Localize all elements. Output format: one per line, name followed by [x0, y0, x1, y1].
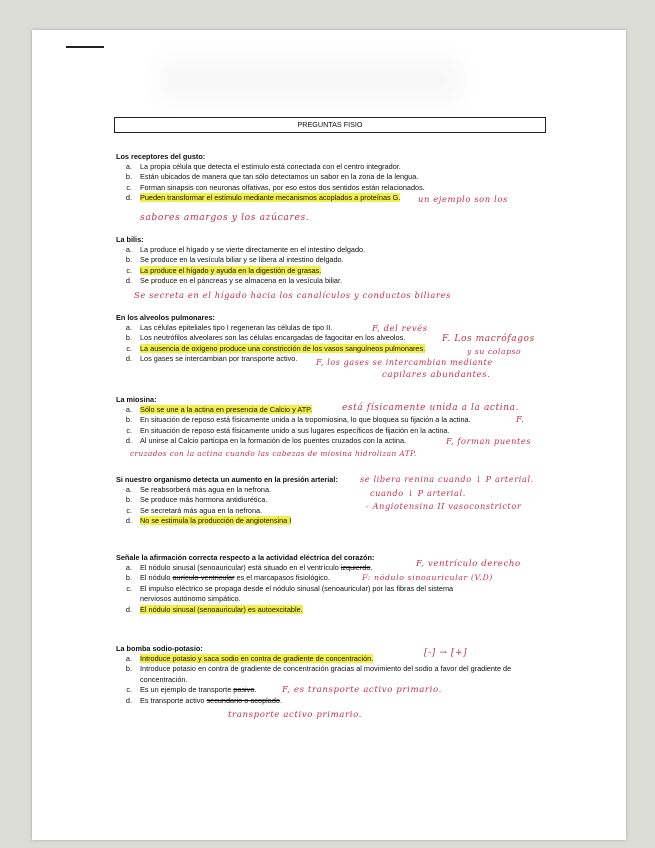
option-letter: c.	[126, 182, 132, 192]
option-c	[116, 266, 586, 276]
option-b	[116, 255, 586, 265]
option-b	[116, 172, 586, 182]
handwritten-note: transporte activo primario.	[228, 710, 363, 720]
option-text-highlighted: Introduce potasio y saca sodio en contra de gradiente de concentración.	[140, 654, 374, 663]
handwritten-note: cuando ↓ P arterial.	[370, 488, 466, 498]
option-text: El nódulo	[140, 573, 173, 583]
option-letter: c.	[126, 265, 132, 275]
option-text: Los gases se intercambian por transporte activo.	[140, 354, 298, 364]
option-text: Se secretará más agua en la nefrona.	[140, 505, 263, 515]
option-d	[116, 605, 586, 615]
option-letter: b.	[125, 495, 132, 505]
option-text: Forman sinapsis con neuronas olfativas, por eso estos dos sentidos están relacionados.	[140, 182, 425, 192]
option-letter: c.	[126, 343, 132, 353]
page-title: PREGUNTAS FISIO	[297, 120, 363, 129]
option-letter: c.	[126, 583, 132, 593]
option-letter: a.	[125, 405, 132, 414]
option-letter: d.	[125, 516, 132, 526]
question-heading: Los receptores del gusto:	[116, 152, 206, 161]
struck-text: secundario o acoplado	[206, 695, 280, 705]
option-text: Es un ejemplo de transporte	[140, 685, 234, 695]
option-letter: b.	[125, 172, 132, 182]
option-letter: a.	[125, 245, 132, 254]
option-letter: a.	[125, 162, 132, 171]
handwritten-note: F: nódulo sinoauricular (V.D)	[362, 573, 493, 582]
question-heading: La bilis:	[116, 235, 144, 244]
option-letter: d.	[125, 436, 132, 446]
question-bile	[116, 234, 586, 287]
option-text: El nódulo sinusal (senoauricular) está situado en el ventrículo	[140, 563, 341, 572]
handwritten-note: F.	[516, 414, 525, 424]
margin-dash	[66, 46, 104, 48]
option-text: En situación de reposo está físicamente unido a sus lugares específicos de fijación en la actina.	[140, 425, 450, 435]
option-a	[116, 485, 586, 495]
option-text-highlighted: La ausencia de oxígeno produce una constricción de los vasos sanguíneos pulmonares.	[140, 343, 426, 353]
struck-text: izquierdo	[340, 563, 371, 572]
option-letter: b.	[125, 664, 132, 674]
option-a	[116, 245, 586, 255]
option-text-highlighted: Sólo se une a la actina en presencia de Calcio y ATP.	[140, 405, 313, 414]
question-heading: Señale la afirmación correcta respecto a la actividad eléctrica del corazón:	[116, 553, 375, 562]
option-d	[116, 276, 586, 286]
handwritten-note: [-] → [+]	[424, 648, 468, 658]
option-text: Se produce en el páncreas y se almacena en la vesícula biliar.	[140, 276, 343, 286]
question-heading: En los alveolos pulmonares:	[116, 313, 215, 322]
option-text: Se produce más hormona antidiurética.	[140, 495, 268, 505]
page-smudge	[160, 60, 460, 100]
option-letter: d.	[125, 695, 132, 705]
option-text-highlighted: Pueden transformar el estímulo mediante mecanismos acoplados a proteínas G.	[140, 193, 401, 203]
option-text: Las células epiteliales tipo I regeneran las células de tipo II.	[140, 323, 333, 332]
handwritten-note: sabores amargos y los azúcares.	[140, 212, 310, 223]
option-a	[116, 162, 586, 172]
option-letter: c.	[126, 505, 132, 515]
handwritten-note: F, del revés	[372, 323, 428, 333]
option-d	[116, 193, 586, 203]
option-letter: c.	[126, 685, 132, 695]
question-heading: La miosina:	[116, 395, 157, 404]
option-text-end: .	[279, 695, 282, 705]
option-text: Se produce en la vesícula biliar y se libera al intestino delgado.	[140, 255, 344, 265]
question-heading: Si nuestro organismo detecta un aumento en la presión arterial:	[116, 475, 338, 484]
option-letter: a.	[125, 563, 132, 572]
option-text-highlighted: No se estimula la producción de angiotensina I	[140, 516, 292, 526]
option-letter: b.	[125, 573, 132, 583]
option-text-highlighted: La produce el hígado y ayuda en la digestión de grasas.	[140, 265, 322, 275]
option-d	[116, 516, 586, 526]
option-text: Los neutrófilos alveolares son las células encargadas de fagocitar en los alveolos.	[140, 333, 406, 343]
option-letter: a.	[125, 485, 132, 494]
option-c	[116, 426, 586, 436]
struck-text: pasivo	[233, 685, 255, 695]
struck-text: aurículo-ventricular	[172, 573, 235, 583]
handwritten-note: F. Los macrófagos	[442, 334, 535, 344]
handwritten-note: cruzados con la actina cuando las cabezas de miosina hidrolizan ATP.	[130, 449, 417, 458]
option-letter: c.	[126, 425, 132, 435]
option-letter: d.	[125, 276, 132, 286]
question-heading: La bomba sodio-potasio:	[116, 644, 203, 653]
option-letter: b.	[125, 415, 132, 425]
option-b	[116, 573, 586, 583]
option-text: El impulso eléctrico se propaga desde el nódulo sinusal (senoauricular) por las fibras del sistema nerviosos autónomo simpático.	[140, 583, 454, 604]
handwritten-note: está físicamente unida a la actina.	[342, 403, 520, 413]
handwritten-note: F, ventrículo derecho	[416, 559, 521, 569]
option-letter: b.	[125, 333, 132, 343]
option-letter: d.	[125, 604, 132, 614]
option-text: Al unirse al Calcio participa en la formación de los puentes cruzados con la actina.	[140, 436, 407, 446]
question-sodium-potassium-pump	[116, 643, 586, 706]
option-text: La produce el hígado y se vierte directamente en el intestino delgado.	[140, 245, 366, 254]
option-text-end: .	[370, 563, 373, 572]
title-box	[114, 117, 546, 133]
option-b	[116, 664, 586, 685]
option-text: En situación de reposo está físicamente unida a la tropomiosina, lo que bloquea su fijación a la actina.	[140, 415, 471, 425]
option-letter: d.	[125, 354, 132, 364]
handwritten-note: Se secreta en el hígado hacia los canalículos y conductos biliares	[134, 290, 451, 300]
handwritten-note: se libera renina cuando ↓ P arterial.	[360, 474, 534, 484]
option-letter: a.	[125, 654, 132, 663]
option-c	[116, 584, 586, 605]
handwritten-note: F, es transporte activo primario.	[282, 685, 442, 695]
handwritten-note: un ejemplo son los	[418, 194, 508, 204]
handwritten-note: - Angiotensina II vasoconstrictor	[366, 501, 522, 511]
option-text-end: es el marcapasos fisiológico.	[234, 573, 330, 583]
handwritten-note: capilares abundantes.	[382, 370, 491, 380]
option-text: Se reabsorberá más agua en la nefrona.	[140, 485, 272, 494]
option-text-end: .	[254, 685, 257, 695]
option-text: Están ubicados de manera que tan sólo detectamos un sabor en la zona de la lengua.	[140, 172, 419, 182]
handwritten-note: F, los gases se intercambian mediante	[316, 358, 493, 367]
option-c	[116, 183, 586, 193]
option-a	[116, 654, 586, 664]
handwritten-note: F, forman puentes	[446, 436, 532, 446]
option-text-highlighted: El nódulo sinusal (senoauricular) es autoexcitable.	[140, 604, 303, 614]
option-d	[116, 696, 586, 706]
option-letter: a.	[125, 323, 132, 332]
option-letter: b.	[125, 255, 132, 265]
option-a	[116, 323, 586, 333]
option-text: Es transporte activo	[140, 695, 207, 705]
option-text: Introduce potasio en contra de gradiente de concentración gracias al movimiento del sodio a favor del gradiente de concentración.	[140, 664, 512, 684]
option-text: La propia célula que detecta el estímulo está conectada con el centro integrador.	[140, 162, 401, 171]
handwritten-note: y su colapso	[467, 347, 522, 356]
question-taste-receptors	[116, 151, 586, 204]
option-letter: d.	[125, 193, 132, 203]
